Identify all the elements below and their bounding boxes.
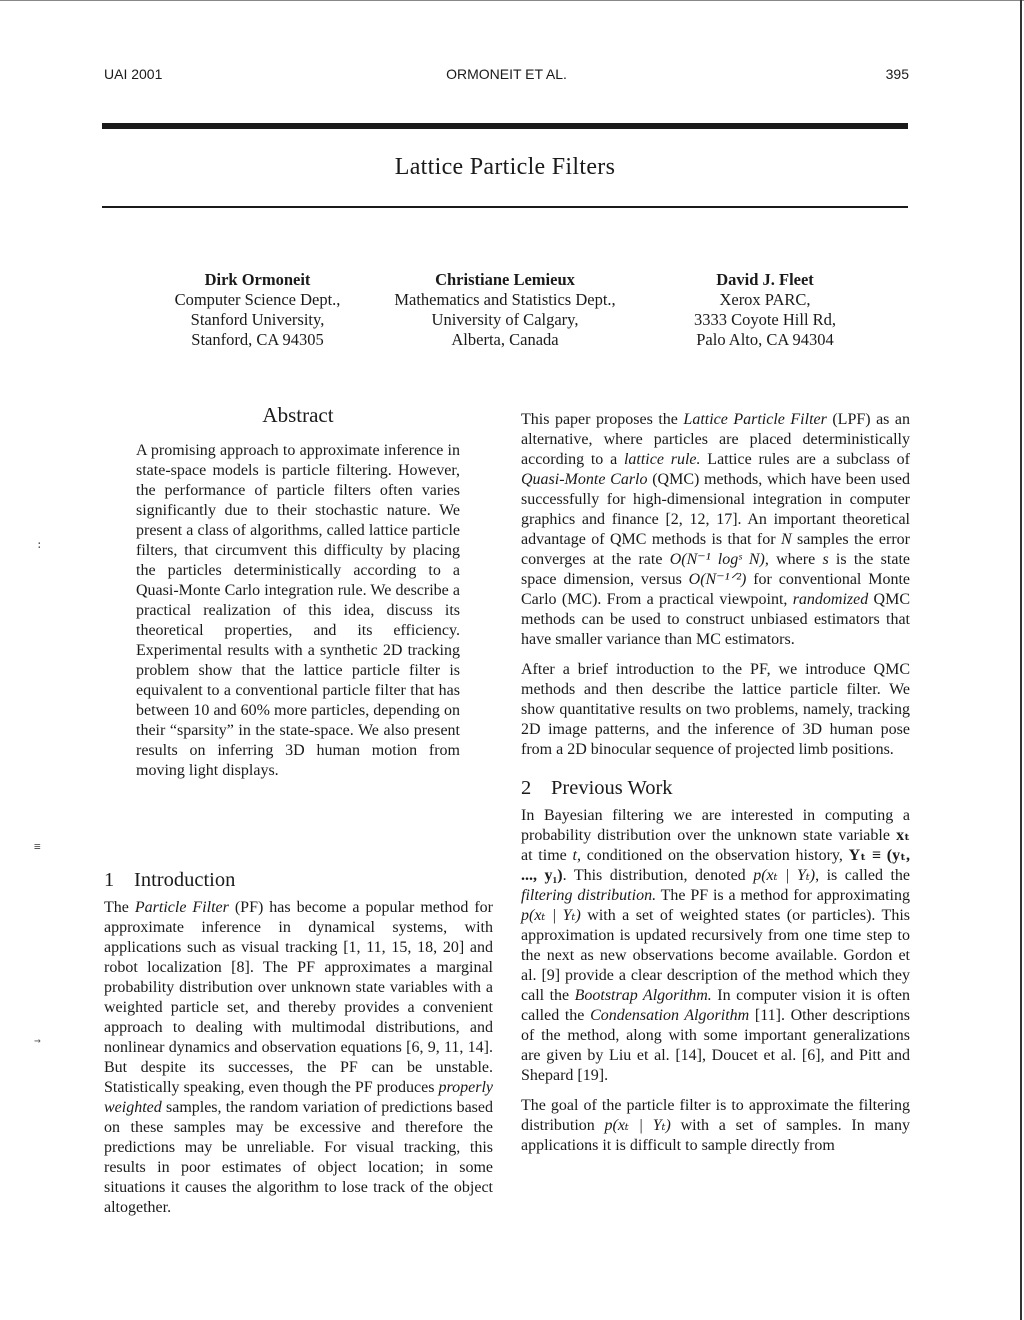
margin-mark: ≡ (34, 840, 41, 853)
author-affiliation: Stanford University, (190, 310, 325, 329)
margin-mark: → (34, 1034, 41, 1047)
abstract (136, 405, 460, 781)
previous-work-paragraph: In Bayesian filtering we are interested in computing a probability distribution over the unknown state variable xₜ at time t, conditioned on the observation history, Yₜ ≡ (yₜ, ..., y₁). This distribution, denoted p(xₜ | Yₜ), is called the filtering distribution. The PF is a method for approximating p(xₜ | Yₜ) with a set of weighted states (or particles). This approximation is updated recursively from one time step to the next as new observations become available. Gordon et al. [9] provide a clear description of the method which they call the Bootstrap Algorithm. In computer vision it is often called the Condensation Algorithm [11]. Other descriptions of the method, along with some important generalizations are given by Liu et al. [14], Doucet et al. [6], and Pitt and Shepard [19]. (521, 807, 911, 1084)
section-number: 1 (104, 869, 115, 891)
author-name: Christiane Lemieux (435, 270, 575, 289)
header-authors: ORMONEIT ET AL. (446, 66, 567, 82)
abstract-heading: Abstract (262, 403, 334, 427)
section-number: 2 (521, 777, 532, 799)
author-affiliation: Mathematics and Statistics Dept., (394, 290, 616, 309)
section-heading (104, 870, 493, 890)
lpf-paragraph: This paper proposes the Lattice Particle Filter (LPF) as an alternative, where particles are placed deterministically according to a lattice rule. Lattice rules are a subclass of Quasi-Monte Carlo (QMC) methods, which have been used successfully for high-dimensional integration in computer graphics and finance [2, 12, 17]. An important theoretical advantage of QMC methods is that for N samples the error converges at the rate O(N⁻¹ logˢ N), where s is the state space dimension, versus O(N⁻¹ᐟ²) for conventional Monte Carlo (MC). From a practical viewpoint, randomized QMC methods can be used to construct unbiased estimators that have smaller variance than MC estimators. (521, 411, 911, 648)
goal-paragraph: The goal of the particle filter is to approximate the filtering distribution p(xₜ | Yₜ) with a set of samples. In many applications it is difficult to sample directly from (521, 1097, 910, 1154)
page-border-top (0, 0, 1024, 1)
margin-mark: : (36, 538, 43, 551)
section-heading (521, 778, 910, 798)
author-block (370, 270, 640, 350)
author-address: Palo Alto, CA 94304 (696, 330, 834, 349)
section-introduction (104, 870, 493, 1218)
page-border-right (1020, 0, 1022, 1320)
author-name: Dirk Ormoneit (204, 270, 311, 289)
right-column (521, 410, 910, 1156)
author-block (640, 270, 890, 350)
section-title: Previous Work (551, 777, 673, 799)
author-name: David J. Fleet (716, 270, 814, 289)
author-affiliation: Computer Science Dept., (174, 290, 341, 309)
header-venue: UAI 2001 (104, 66, 163, 82)
section-title: Introduction (134, 869, 236, 891)
abstract-body: A promising approach to approximate inference in state-space models is particle filtering. However, the performance of particle filters often varies significantly due to their stochastic nature. We present a class of algorithms, called lattice particle filters, that circumvent this difficulty by placing the particles deterministically according to a Quasi-Monte Carlo integration rule. We describe a practical realization of this idea, discuss its theoretical properties, and its efficiency. Experimental results with a synthetic 2D tracking problem show that the lattice particle filter is equivalent to a conventional particle filter that has between 10 and 60% more particles, depending on their “sparsity” in the state-space. We also present results on inferring 3D human motion from moving light displays. (136, 442, 460, 779)
overview-paragraph: After a brief introduction to the PF, we introduce QMC methods and then describe the lattice particle filter. We show quantitative results on two problems, namely, tracking 2D image patterns, and the inference of 3D human pose from a 2D binocular sequence of projected limb positions. (521, 661, 910, 758)
title-rule-bottom (102, 206, 908, 208)
running-head (104, 66, 909, 84)
author-affiliation: University of Calgary, (431, 310, 579, 329)
author-block (130, 270, 385, 350)
author-address: Stanford, CA 94305 (191, 330, 324, 349)
intro-paragraph: The Particle Filter (PF) has become a popular method for approximate inference in dynamical systems, with applications such as visual tracking [1, 11, 15, 18, 20] and robot localization [8]. The PF approximates a marginal probability distribution over unknown state variables with a weighted particle set, and thereby provides a convenient approach to dealing with multimodal distributions, and nonlinear dynamics and observation equations [6, 9, 11, 14]. But despite its successes, the PF can be unstable. Statistically speaking, even though the PF produces properly weighted samples, the random variation of predictions based on these samples may be excessive and therefore the predictions may be unreliable. For visual tracking, this results in poor estimates of object location; in some situations it causes the algorithm to lose track of the object altogether. (104, 899, 494, 1216)
author-affiliation: 3333 Coyote Hill Rd, (693, 310, 837, 329)
paper-title: Lattice Particle Filters (394, 154, 616, 180)
author-address: Alberta, Canada (451, 330, 559, 349)
title-rule-top (102, 123, 908, 129)
author-affiliation: Xerox PARC, (719, 290, 811, 309)
header-page-number: 395 (885, 66, 909, 82)
